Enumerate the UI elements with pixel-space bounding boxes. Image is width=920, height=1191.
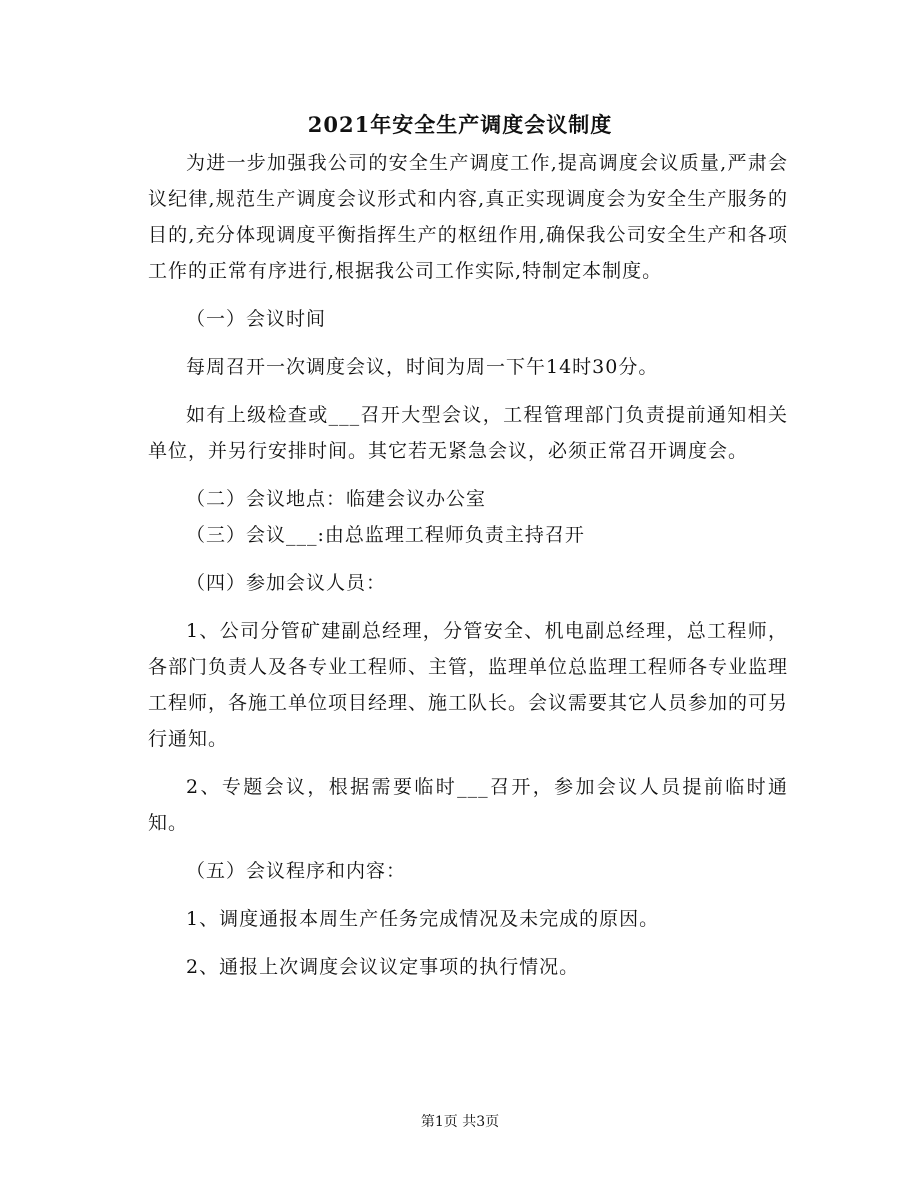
document-body: [148, 145, 788, 985]
paragraph-procedure-2: 2、通报上次调度会议议定事项的执行情况。: [186, 956, 580, 978]
paragraph-intro: 为进一步加强我公司的安全生产调度工作,提高调度会议质量,严肃会议纪律,规范生产调度会议形式和内容,真正实现调度会为安全生产服务的目的,充分体现调度平衡指挥生产的枢纽作用,确保我公司安全生产和各项工作的正常有序进行,根据我公司工作实际,特制定本制度。: [148, 152, 788, 282]
section-heading-meeting-host: （三）会议___:由总监理工程师负责主持召开: [186, 524, 585, 546]
paragraph-procedure-1: 1、调度通报本周生产任务完成情况及未完成的原因。: [186, 908, 660, 930]
paragraph-attendees-list: 1、公司分管矿建副总经理，分管安全、机电副总经理，总工程师，各部门负责人及各专业工程师、主管，监理单位总监理工程师各专业监理工程师，各施工单位项目经理、施工队长。会议需要其它人员参加的可另行通知。: [148, 620, 789, 750]
section-heading-meeting-time: （一）会议时间: [186, 308, 327, 330]
document-title: 2021年安全生产调度会议制度: [307, 112, 613, 137]
section-heading-procedure: （五）会议程序和内容：: [186, 860, 407, 882]
paragraph-meeting-schedule: 每周召开一次调度会议，时间为周一下午14时30分。: [186, 356, 659, 378]
paragraph-meeting-exception: 如有上级检查或___召开大型会议，工程管理部门负责提前通知相关单位，并另行安排时间。其它若无紧急会议，必须正常召开调度会。: [148, 404, 788, 462]
section-heading-attendees: （四）参加会议人员：: [186, 572, 387, 594]
page-indicator: 第1页 共3页: [420, 1114, 500, 1130]
paragraph-special-meeting: 2、专题会议，根据需要临时___召开，参加会议人员提前临时通知。: [148, 776, 788, 834]
section-heading-meeting-location: （二）会议地点：临建会议办公室: [186, 488, 487, 510]
